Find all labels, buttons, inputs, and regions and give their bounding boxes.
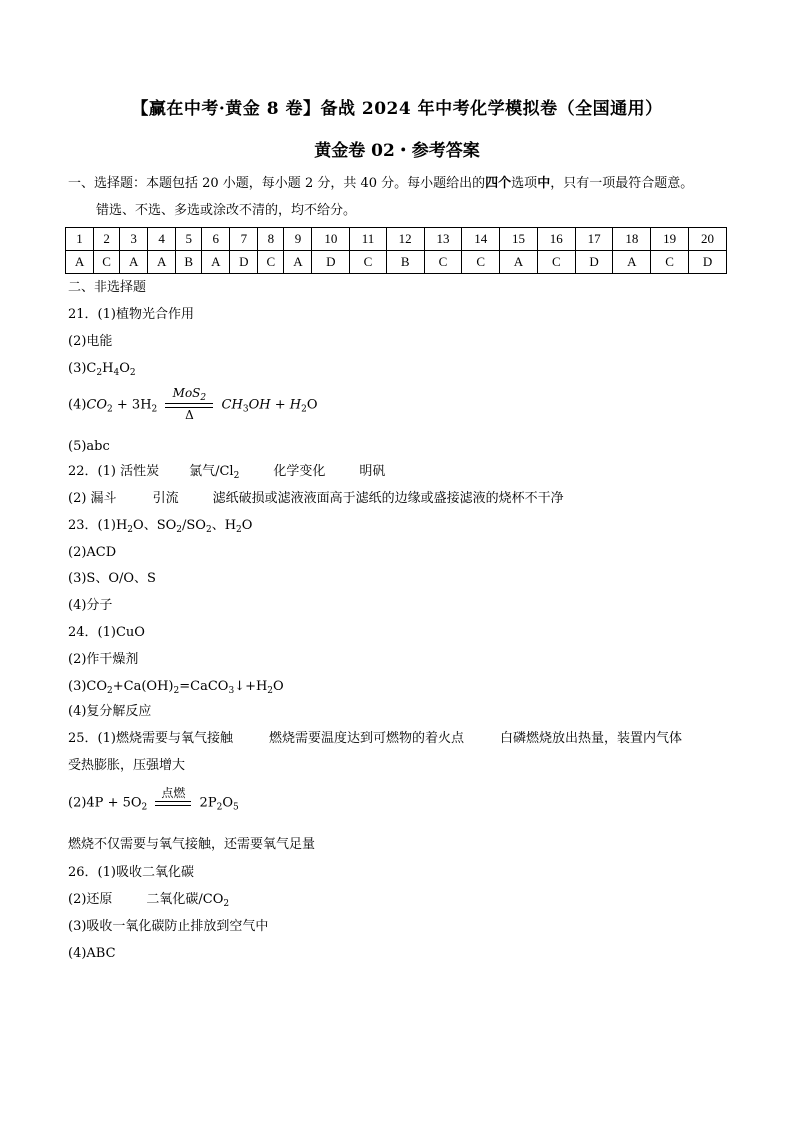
q26-part4: (4)ABC: [68, 946, 116, 961]
q23-part1: 23．$(1)H_2O$、$SO_2/SO_2$、$H_2O$: [68, 518, 253, 535]
q23-part3: (3)S、O/O、S: [68, 571, 156, 586]
question-number-cell: 4: [148, 228, 176, 251]
question-number-cell: 15: [500, 228, 538, 251]
question-number-cell: 3: [120, 228, 148, 251]
question-number-cell: 8: [258, 228, 284, 251]
q21-part5: (5)abc: [68, 439, 110, 454]
q26-part3: (3)吸收一氧化碳防止排放到空气中: [68, 919, 269, 934]
question-number-cell: 6: [202, 228, 230, 251]
answer-cell: C: [651, 251, 689, 274]
q25-part2-equation: $(2)4P + 5O_2$ 点燃 $2P_2O_5$: [68, 786, 239, 820]
answer-cell: B: [176, 251, 202, 274]
q25-part1: 25．(1)燃烧需要与氧气接触 燃烧需要温度达到可燃物的着火点 白磷燃烧放出热量，装置内气体: [68, 731, 682, 746]
answer-cell: A: [613, 251, 651, 274]
q24-part2: (2)作干燥剂: [68, 652, 139, 667]
answer-cell: B: [386, 251, 424, 274]
q25-conclusion: 燃烧不仅需要与氧气接触，还需要氧气足量: [68, 837, 316, 852]
answer-cell: A: [202, 251, 230, 274]
q26-part1: 26．(1)吸收二氧化碳: [68, 865, 194, 880]
question-number-cell: 5: [176, 228, 202, 251]
q24-part3: $(3)CO_2+Ca(OH)_2=CaCO_3↓+H_2O$: [68, 679, 284, 696]
answer-cell: D: [575, 251, 613, 274]
q24-part4: (4)复分解反应: [68, 704, 152, 719]
question-number-cell: 11: [350, 228, 387, 251]
answer-table: [65, 227, 727, 274]
answer-cell: C: [350, 251, 387, 274]
answer-cell: D: [230, 251, 258, 274]
q24-part1: 24．(1)CuO: [68, 625, 145, 640]
question-number-cell: 20: [689, 228, 727, 251]
page-title: 【赢在中考·黄金 8 卷】备战 2024 年中考化学模拟卷（全国通用）: [131, 99, 663, 119]
answer-cell: D: [312, 251, 350, 274]
q21-part2: (2)电能: [68, 334, 113, 349]
answer-cell: A: [500, 251, 538, 274]
question-number-cell: 16: [537, 228, 575, 251]
q21-part4-equation: $(4)CO_2 + 3H_2$ MoS$_2$ Δ $CH_3OH + H_2O$: [68, 386, 318, 422]
reaction-condition-ignite: 点燃: [153, 786, 193, 820]
q23-part2: (2)ACD: [68, 545, 117, 560]
answer-cell: A: [66, 251, 94, 274]
q22-part1: 22．(1) 活性炭 氯气$/Cl_2$ 化学变化 明矾: [68, 464, 386, 481]
q25-part1-cont: 受热膨胀，压强增大: [68, 758, 186, 773]
section1-heading-line2: 错选、不选、多选或涂改不清的，均不给分。: [96, 203, 357, 218]
question-number-row: [66, 228, 727, 251]
q21-part1: 21．(1)植物光合作用: [68, 307, 194, 322]
answer-cell: D: [689, 251, 727, 274]
reaction-condition: MoS$_2$ Δ: [163, 388, 215, 422]
question-number-cell: 2: [94, 228, 120, 251]
question-number-cell: 17: [575, 228, 613, 251]
answer-cell: A: [148, 251, 176, 274]
q21-part3: $(3)C_2H_4O_2$: [68, 361, 136, 378]
answer-cell: A: [284, 251, 312, 274]
page-subtitle: 黄金卷 02・参考答案: [314, 141, 480, 161]
answer-cell: C: [462, 251, 500, 274]
answer-cell: C: [537, 251, 575, 274]
section2-heading: 二、非选择题: [68, 280, 147, 295]
answer-letter-row: [66, 251, 727, 274]
question-number-cell: 13: [424, 228, 462, 251]
answer-cell: C: [424, 251, 462, 274]
answer-cell: C: [258, 251, 284, 274]
q23-part4: (4)分子: [68, 598, 113, 613]
section1-heading: 一、选择题：本题包括 20 小题，每小题 2 分，共 40 分。每小题给出的四个选项中，只有一项最符合题意。: [68, 176, 694, 191]
question-number-cell: 9: [284, 228, 312, 251]
question-number-cell: 10: [312, 228, 350, 251]
q22-part2: (2) 漏斗 引流 滤纸破损或滤液液面高于滤纸的边缘或盛接滤液的烧杯不干净: [68, 491, 564, 506]
q26-part2: (2)还原 二氧化碳$/CO_2$: [68, 892, 230, 909]
question-number-cell: 12: [386, 228, 424, 251]
question-number-cell: 19: [651, 228, 689, 251]
answer-cell: A: [120, 251, 148, 274]
answer-cell: C: [94, 251, 120, 274]
question-number-cell: 1: [66, 228, 94, 251]
question-number-cell: 7: [230, 228, 258, 251]
question-number-cell: 18: [613, 228, 651, 251]
question-number-cell: 14: [462, 228, 500, 251]
